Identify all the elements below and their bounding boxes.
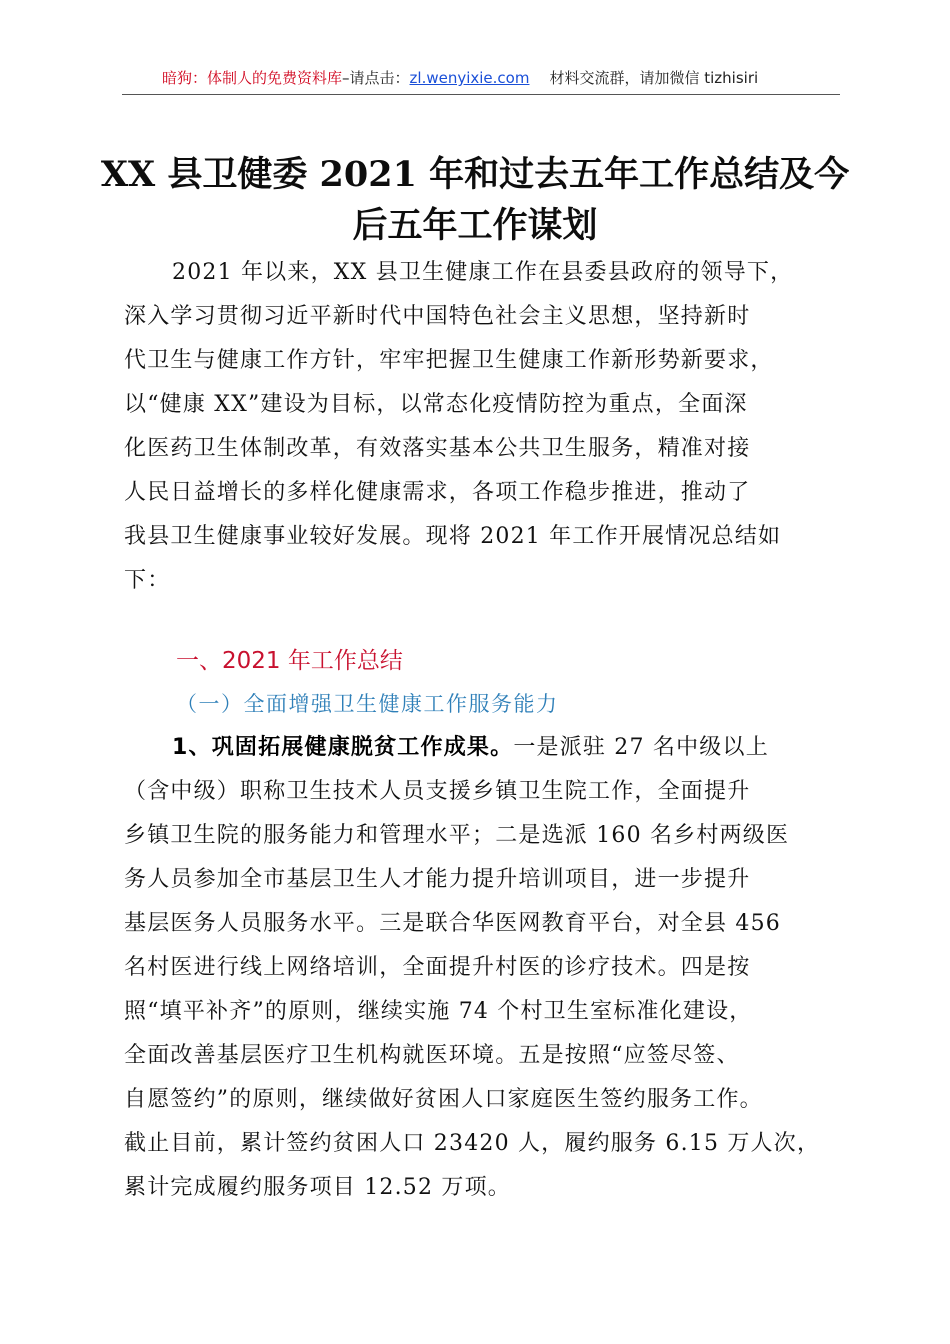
item-line: 名村医进行线上网络培训，全面提升村医的诊疗技术。四是按 — [124, 955, 751, 980]
item-line: 乡镇卫生院的服务能力和管理水平；二是选派 160 名乡村两级医 — [124, 823, 790, 848]
document-title-line-2: 后五年工作谋划 — [352, 205, 598, 246]
section-heading: 一、2021 年工作总结 — [176, 648, 403, 674]
intro-line: 深入学习贯彻习近平新时代中国特色社会主义思想，坚持新时 — [124, 304, 751, 329]
header-brand: 暗狗：体制人的免费资料库 — [162, 69, 343, 87]
item-first-line — [0, 733, 950, 763]
item-line: 全面改善基层医疗卫生机构就医环境。五是按照“应签尽签、 — [124, 1043, 740, 1068]
item-line: 基层医务人员服务水平。三是联合华医网教育平台，对全县 456 — [124, 911, 781, 936]
item-first-line-rest: 一是派驻 27 名中级以上 — [513, 735, 769, 760]
intro-line: 我县卫生健康事业较好发展。现将 2021 年工作开展情况总结如 — [124, 524, 782, 549]
section-subheading: （一）全面增强卫生健康工作服务能力 — [176, 692, 559, 716]
intro-line: 化医药卫生体制改革，有效落实基本公共卫生服务，精准对接 — [124, 436, 751, 461]
item-line: 累计完成履约服务项目 12.52 万项。 — [124, 1175, 511, 1200]
header-contact: 材料交流群，请加微信 tizhisiri — [549, 69, 759, 87]
item-line: （含中级）职称卫生技术人员支援乡镇卫生院工作，全面提升 — [124, 779, 751, 804]
intro-line: 2021 年以来，XX 县卫生健康工作在县委县政府的领导下， — [172, 260, 794, 285]
intro-line: 代卫生与健康工作方针，牢牢把握卫生健康工作新形势新要求， — [124, 348, 774, 373]
intro-line: 以“健康 XX”建设为目标，以常态化疫情防控为重点，全面深 — [124, 392, 748, 417]
page-header — [122, 66, 840, 95]
item-line: 自愿签约”的原则，继续做好贫困人口家庭医生签约服务工作。 — [124, 1087, 763, 1112]
item-lead: 1、巩固拓展健康脱贫工作成果。 — [172, 735, 514, 760]
item-line: 照“填平补齐”的原则，继续实施 74 个村卫生室标准化建设， — [124, 999, 753, 1024]
item-line: 务人员参加全市基层卫生人才能力提升培训项目，进一步提升 — [124, 867, 751, 892]
document-title-line-1: XX 县卫健委 2021 年和过去五年工作总结及今 — [100, 154, 850, 195]
header-link[interactable]: zl.wenyixie.com — [409, 69, 530, 87]
header-prompt: –请点击： — [342, 69, 410, 87]
item-line: 截止目前，累计签约贫困人口 23420 人，履约服务 6.15 万人次， — [124, 1131, 821, 1156]
intro-line: 下： — [124, 568, 171, 593]
intro-line: 人民日益增长的多样化健康需求，各项工作稳步推进，推动了 — [124, 480, 751, 505]
